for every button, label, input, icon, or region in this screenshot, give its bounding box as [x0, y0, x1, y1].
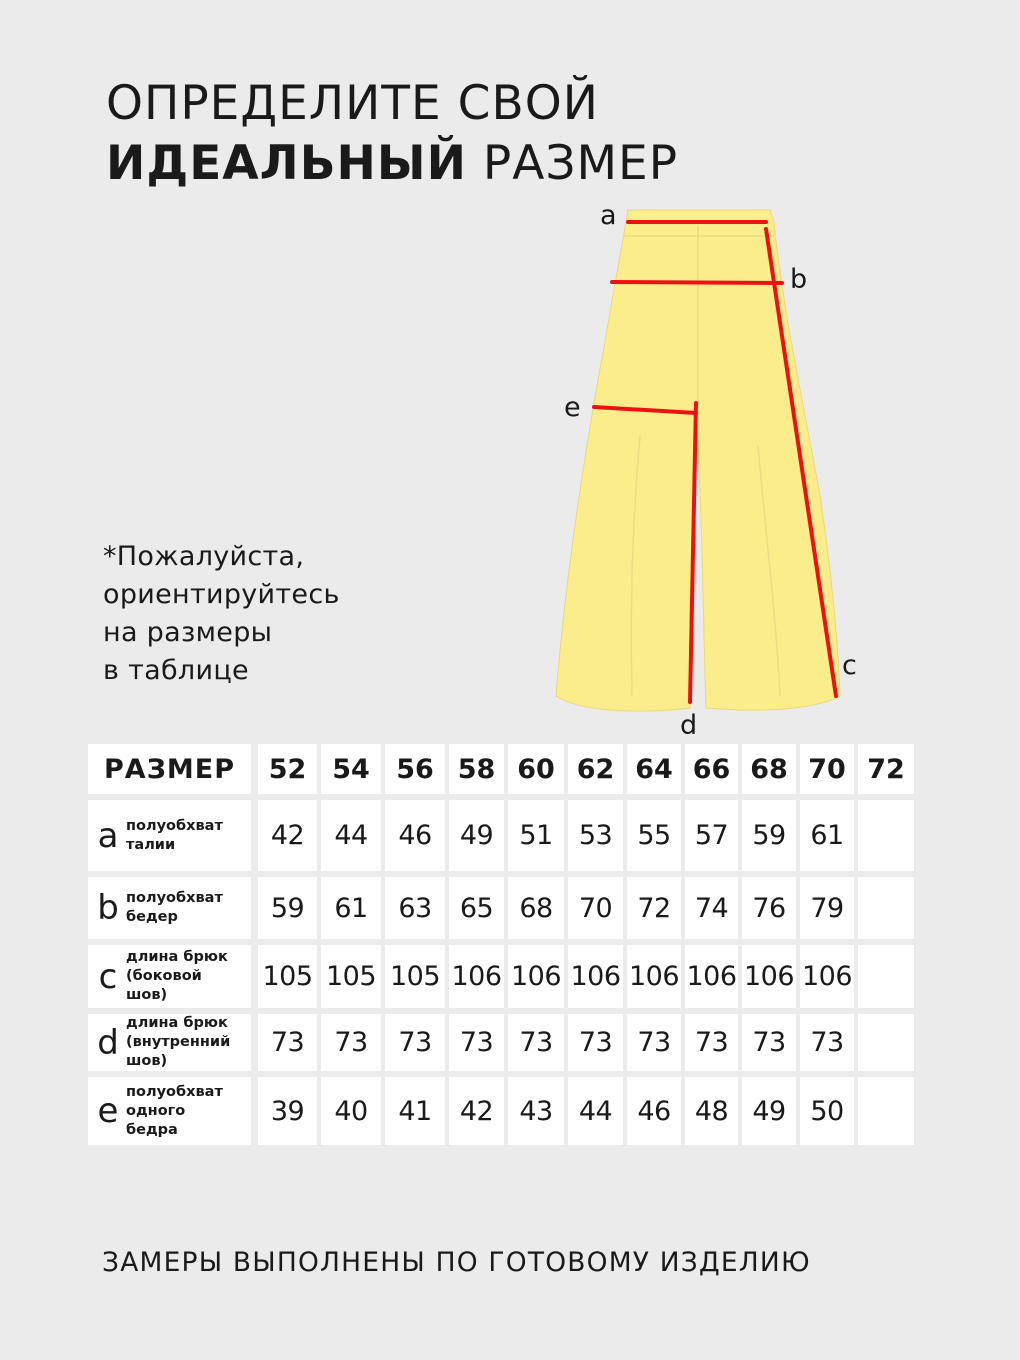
description-line: (внутренний	[126, 1034, 231, 1050]
table-value-cell: 105	[321, 945, 381, 1008]
description-line: полуобхват	[126, 890, 223, 906]
label-d: d	[680, 710, 698, 741]
measurement-label-cell	[88, 945, 251, 1008]
table-value-cell: 73	[800, 1014, 854, 1071]
measurement-description	[126, 889, 223, 927]
table-value-cell: 42	[258, 800, 317, 871]
note-line: ориентируйтесь	[103, 579, 340, 610]
size-header-cell: 54	[321, 744, 381, 794]
table-value-cell: 106	[800, 945, 854, 1008]
table-value-cell: 50	[800, 1077, 854, 1145]
table-value-cell: 70	[568, 877, 623, 939]
table-value-cell: 49	[742, 1077, 796, 1145]
footer-note: ЗАМЕРЫ ВЫПОЛНЕНЫ ПО ГОТОВОМУ ИЗДЕЛИЮ	[102, 1247, 811, 1278]
description-line: шов)	[126, 1053, 168, 1069]
table-value-cell: 46	[385, 800, 445, 871]
measurement-letter: c	[98, 956, 118, 997]
table-value-cell	[858, 1014, 914, 1071]
table-value-cell	[858, 877, 914, 939]
label-e: e	[564, 392, 581, 423]
table-value-cell: 59	[742, 800, 796, 871]
size-header-cell: 72	[858, 744, 914, 794]
table-value-cell: 73	[742, 1014, 796, 1071]
table-value-cell: 63	[385, 877, 445, 939]
title-bold-word: ИДЕАЛЬНЫЙ	[106, 136, 467, 191]
description-line: одного	[126, 1102, 186, 1119]
size-header-label: РАЗМЕР	[88, 744, 251, 794]
table-value-cell: 79	[800, 877, 854, 939]
table-value-cell: 106	[449, 945, 504, 1008]
measurement-letter: e	[97, 1091, 119, 1131]
table-value-cell: 73	[385, 1014, 445, 1071]
description-line: длина брюк	[126, 949, 228, 965]
measurement-letter: a	[97, 815, 119, 856]
description-line: шов)	[126, 987, 168, 1003]
table-value-cell: 44	[321, 800, 381, 871]
table-value-cell: 73	[321, 1014, 381, 1071]
table-value-cell	[858, 945, 914, 1008]
table-value-cell: 73	[568, 1014, 623, 1071]
table-value-cell: 74	[685, 877, 738, 939]
description-line: полуобхват	[126, 1083, 223, 1100]
measure-line-b	[612, 282, 782, 283]
size-header-cell: 68	[742, 744, 796, 794]
description-line: бедра	[126, 1121, 178, 1138]
measurement-label-cell	[88, 800, 251, 871]
description-line: талии	[126, 836, 176, 853]
title-line-2	[106, 134, 678, 194]
table-value-cell: 72	[627, 877, 681, 939]
measurement-letter: b	[97, 888, 119, 928]
note-line: *Пожалуйста,	[103, 541, 305, 572]
table-value-cell: 105	[258, 945, 317, 1008]
measurement-letter: d	[97, 1022, 119, 1063]
table-value-cell: 53	[568, 800, 623, 871]
table-value-cell: 106	[627, 945, 681, 1008]
table-value-cell: 73	[685, 1014, 738, 1071]
table-value-cell: 55	[627, 800, 681, 871]
size-header-cell: 64	[627, 744, 681, 794]
table-value-cell: 39	[258, 1077, 317, 1145]
table-value-cell: 42	[449, 1077, 504, 1145]
size-header-cell: 60	[508, 744, 564, 794]
title-line-1: ОПРЕДЕЛИТЕ СВОЙ	[106, 76, 599, 131]
table-value-cell: 76	[742, 877, 796, 939]
description-line: длина брюк	[126, 1015, 228, 1031]
title-rest-word: РАЗМЕР	[482, 136, 679, 191]
table-value-cell	[858, 1077, 914, 1145]
note-line: в таблице	[103, 655, 249, 686]
table-value-cell: 105	[385, 945, 445, 1008]
measurement-label-cell	[88, 877, 251, 939]
measurement-description	[126, 948, 228, 1005]
table-value-cell: 106	[568, 945, 623, 1008]
table-value-cell: 106	[508, 945, 564, 1008]
description-line: бедер	[126, 909, 178, 925]
description-line: полуобхват	[126, 817, 223, 834]
table-value-cell: 49	[449, 800, 504, 871]
table-value-cell: 73	[258, 1014, 317, 1071]
measurement-description	[126, 1083, 223, 1140]
measurement-description	[126, 1014, 230, 1071]
label-c: c	[842, 650, 857, 681]
trousers-illustration	[540, 196, 880, 746]
table-value-cell: 41	[385, 1077, 445, 1145]
table-value-cell: 40	[321, 1077, 381, 1145]
size-header-cell: 52	[258, 744, 317, 794]
table-value-cell: 43	[508, 1077, 564, 1145]
table-value-cell: 61	[321, 877, 381, 939]
table-value-cell	[858, 800, 914, 871]
table-value-cell: 59	[258, 877, 317, 939]
size-header-cell: 70	[800, 744, 854, 794]
table-value-cell: 68	[508, 877, 564, 939]
table-value-cell: 57	[685, 800, 738, 871]
size-header-cell: 62	[568, 744, 623, 794]
table-value-cell: 73	[449, 1014, 504, 1071]
table-value-cell: 61	[800, 800, 854, 871]
size-header-cell: 56	[385, 744, 445, 794]
size-header-cell: 58	[449, 744, 504, 794]
label-b: b	[790, 264, 808, 295]
table-value-cell: 65	[449, 877, 504, 939]
table-value-cell: 73	[508, 1014, 564, 1071]
page-title	[106, 74, 678, 194]
size-header-cell: 66	[685, 744, 738, 794]
measurement-description	[126, 817, 223, 855]
table-value-cell: 106	[685, 945, 738, 1008]
table-value-cell: 106	[742, 945, 796, 1008]
table-value-cell: 48	[685, 1077, 738, 1145]
trousers-diagram	[540, 196, 880, 750]
size-note	[103, 538, 340, 690]
table-value-cell: 44	[568, 1077, 623, 1145]
table-value-cell: 51	[508, 800, 564, 871]
note-line: на размеры	[103, 617, 273, 648]
description-line: (боковой	[126, 968, 202, 984]
measurement-label-cell	[88, 1014, 251, 1071]
label-a: a	[600, 200, 617, 231]
table-value-cell: 46	[627, 1077, 681, 1145]
table-value-cell: 73	[627, 1014, 681, 1071]
measurement-label-cell	[88, 1077, 251, 1145]
